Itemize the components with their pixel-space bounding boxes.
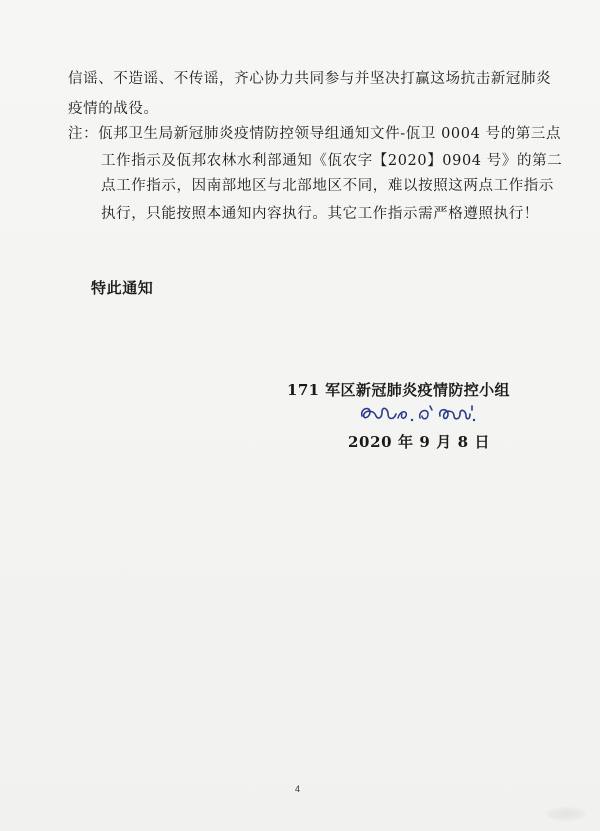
handwritten-signature <box>356 398 476 428</box>
body-line-2: 疫情的战役。 <box>68 101 159 117</box>
scan-mark <box>546 807 586 821</box>
closing-text: 特此通知 <box>91 279 154 297</box>
body-line-1: 信谣、不造谣、不传谣，齐心协力共同参与并坚决打赢这场抗击新冠肺炎 <box>68 71 552 87</box>
note-line-3: 点工作指示，因南部地区与北部地区不同，难以按照这两点工作指示 <box>101 178 554 194</box>
page-number: 4 <box>295 784 301 794</box>
note-line-2: 工作指示及佤邦农林水利部通知《佤农字【2020】0904 号》的第二 <box>101 153 563 169</box>
note-line-1: 注：佤邦卫生局新冠肺炎疫情防控领导组通知文件-佤卫 0004 号的第三点 <box>68 126 562 142</box>
document-date: 2020 年 9 月 8 日 <box>348 433 491 451</box>
note-line-4: 执行，只能按照本通知内容执行。其它工作指示需严格遵照执行！ <box>101 206 539 222</box>
issuing-organization: 171 军区新冠肺炎疫情防控小组 <box>287 381 510 399</box>
